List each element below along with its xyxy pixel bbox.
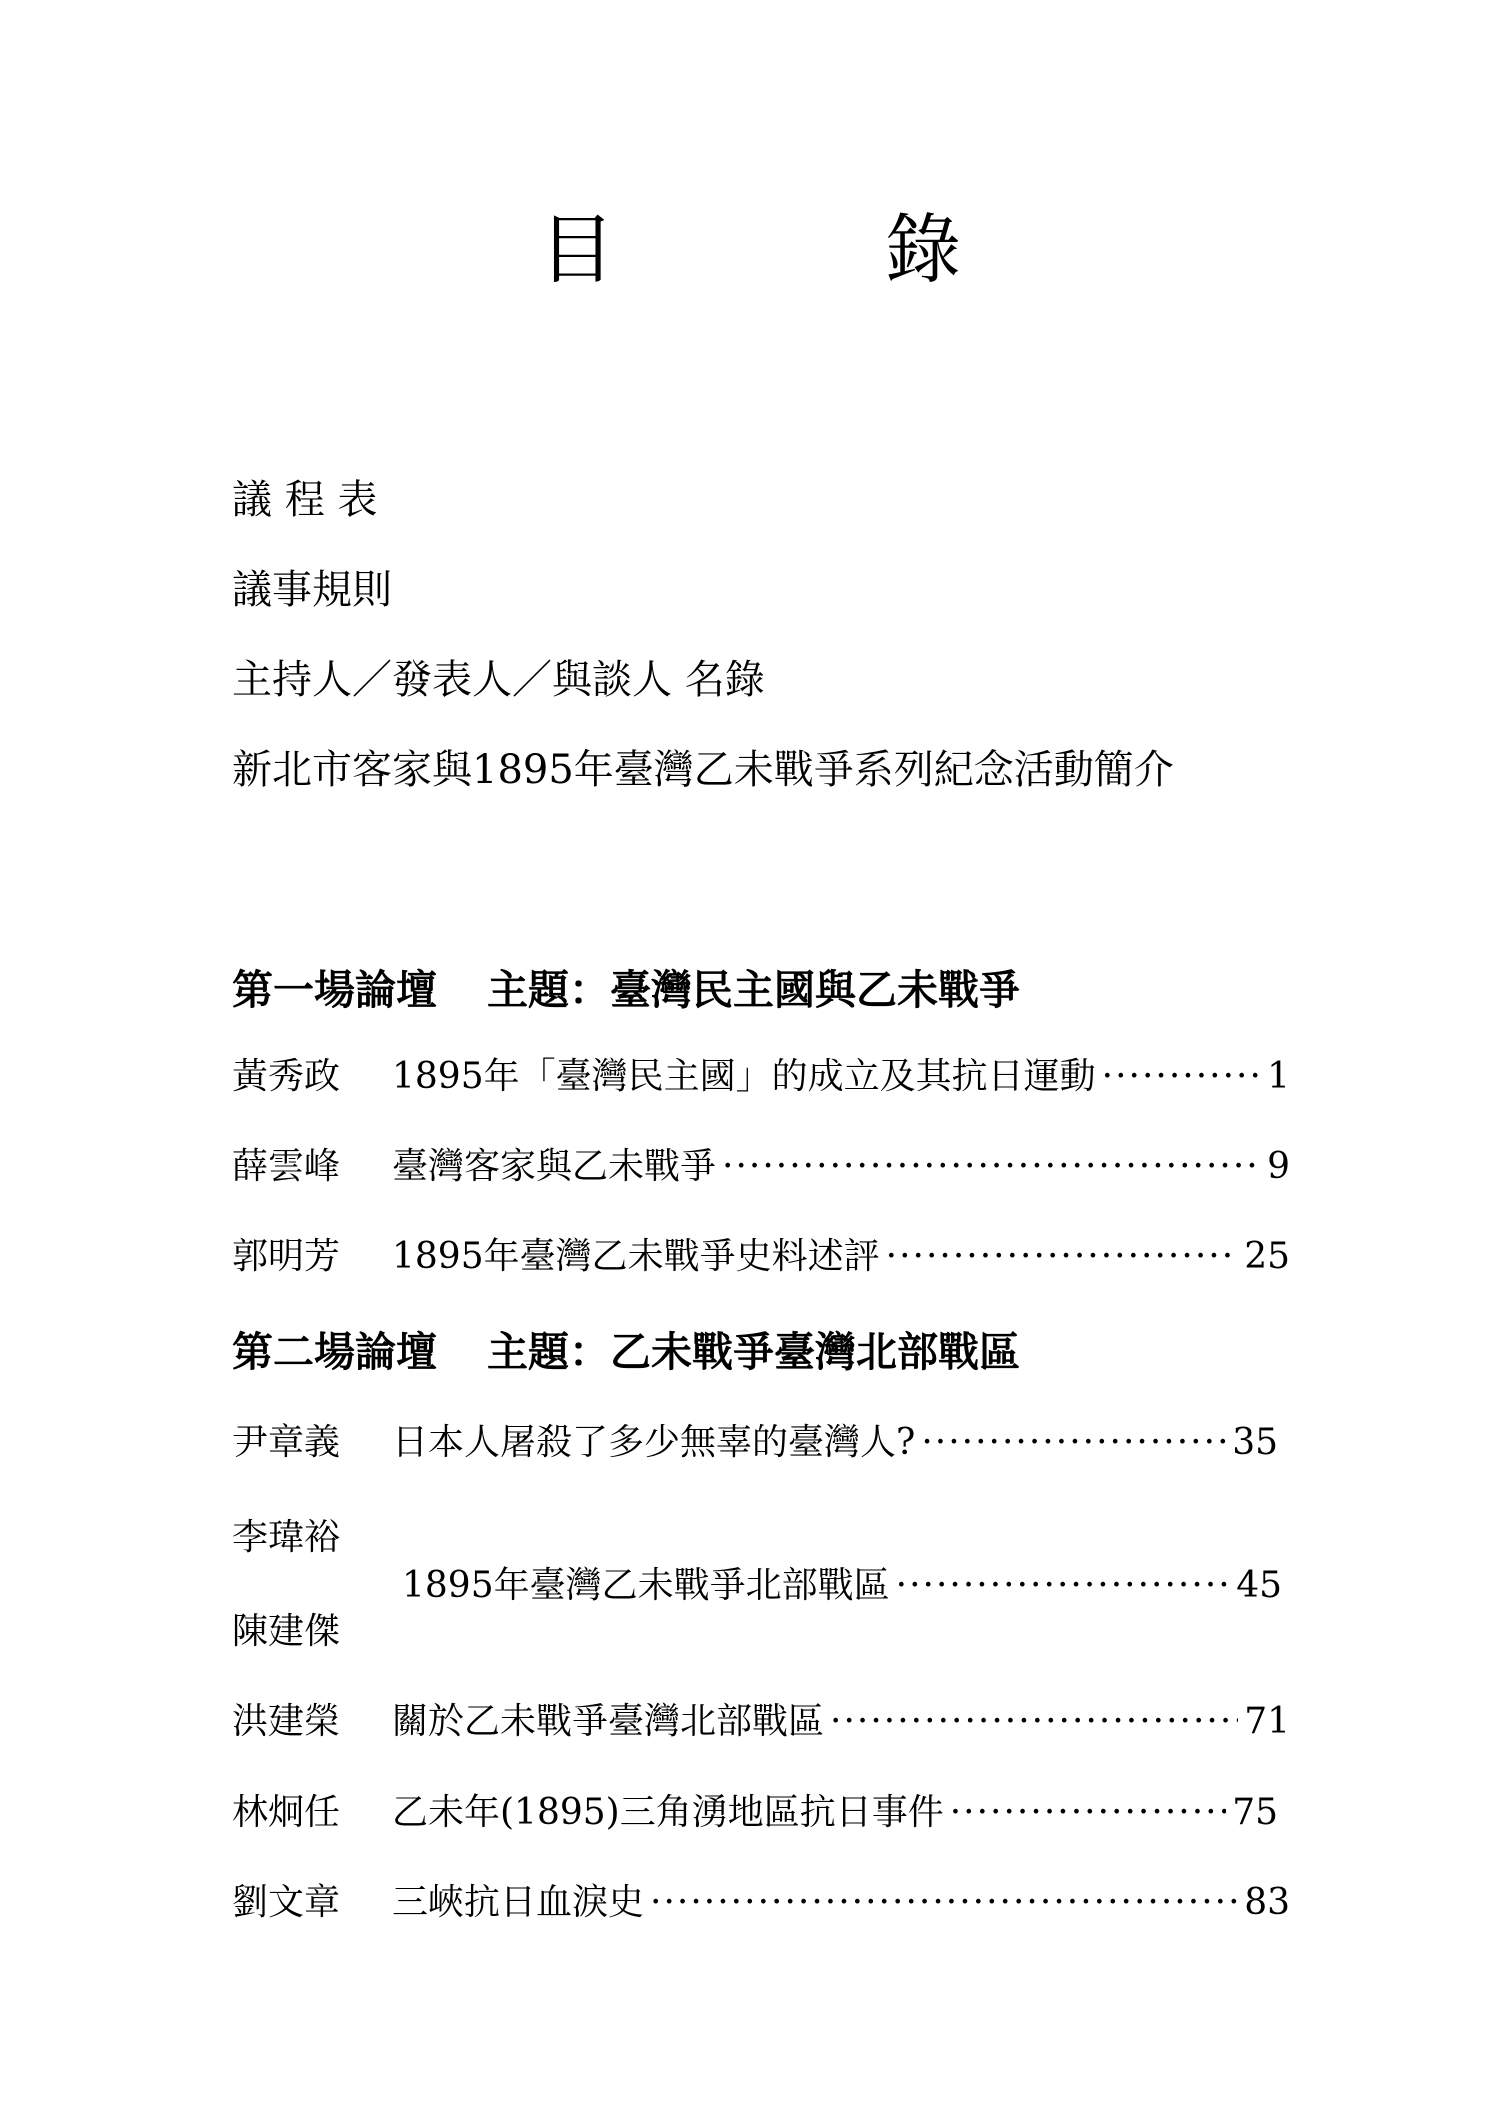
entry-author: 黃秀政 <box>232 1056 341 1097</box>
section-label: 第一場論壇 <box>232 966 437 1014</box>
entry-page: 45 <box>1236 1565 1282 1606</box>
toc-entry[interactable] <box>232 1692 1290 1752</box>
entry-page: 1 <box>1267 1056 1290 1097</box>
entry-title: 臺灣客家與乙未戰爭 <box>392 1146 717 1187</box>
entry-title: 1895年「臺灣民主國」的成立及其抗日運動 <box>392 1056 1096 1097</box>
toc-entry[interactable] <box>232 1783 1290 1843</box>
section-heading-1 <box>232 960 1020 1020</box>
entry-title: 日本人屠殺了多少無辜的臺灣人? <box>392 1422 916 1463</box>
entry-page: 75 <box>1232 1792 1278 1833</box>
entry-title: 三峽抗日血淚史 <box>392 1882 645 1923</box>
dot-leader <box>650 1873 1238 1933</box>
section-heading-2 <box>232 1322 1020 1382</box>
toc-entry[interactable] <box>232 1413 1290 1473</box>
entry-title: 關於乙未戰爭臺灣北部戰區 <box>392 1701 825 1742</box>
entry-author: 薛雲峰 <box>232 1146 341 1187</box>
toc-entry[interactable] <box>232 1873 1290 1933</box>
page-title <box>0 200 1500 300</box>
entry-author: 劉文章 <box>232 1882 341 1923</box>
dot-leader <box>896 1556 1231 1616</box>
section-label: 第二場論壇 <box>232 1328 437 1376</box>
toc-entry[interactable] <box>232 1137 1290 1197</box>
toc-entry[interactable] <box>232 1227 1290 1287</box>
toc-entry[interactable] <box>232 1047 1290 1107</box>
dot-leader <box>1102 1047 1261 1107</box>
dot-leader <box>886 1227 1239 1287</box>
entry-page: 9 <box>1267 1146 1290 1187</box>
dot-leader <box>722 1137 1261 1197</box>
dot-leader <box>950 1783 1226 1843</box>
entry-coauthor: 陳建傑 <box>232 1611 341 1652</box>
front-item-intro[interactable]: 新北市客家與1895年臺灣乙未戰爭系列紀念活動簡介 <box>232 747 1174 793</box>
entry-page: 71 <box>1244 1701 1290 1742</box>
dot-leader <box>921 1413 1226 1473</box>
entry-title: 1895年臺灣乙未戰爭史料述評 <box>392 1236 880 1277</box>
title-char-1: 目 <box>539 205 615 294</box>
entry-author: 洪建榮 <box>232 1701 341 1742</box>
dot-leader <box>830 1692 1238 1752</box>
entry-title: 乙未年(1895)三角湧地區抗日事件 <box>392 1792 944 1833</box>
front-item-agenda[interactable]: 議 程 表 <box>232 477 378 523</box>
section-theme: 主題：乙未戰爭臺灣北部戰區 <box>487 1328 1020 1376</box>
front-item-roster[interactable]: 主持人／發表人／與談人 名錄 <box>232 657 765 703</box>
entry-page: 25 <box>1244 1236 1290 1277</box>
entry-page: 35 <box>1232 1422 1278 1463</box>
entry-page: 83 <box>1244 1882 1290 1923</box>
entry-author: 尹章義 <box>232 1422 341 1463</box>
front-matter-list <box>232 470 1342 830</box>
entry-title: 1895年臺灣乙未戰爭北部戰區 <box>402 1565 890 1606</box>
section-theme: 主題：臺灣民主國與乙未戰爭 <box>487 966 1020 1014</box>
toc-entry[interactable] <box>232 1556 1290 1616</box>
entry-author: 林炯任 <box>232 1792 341 1833</box>
entry-author: 郭明芳 <box>232 1236 341 1277</box>
entry-author: 李瑋裕 <box>232 1517 341 1558</box>
front-item-rules[interactable]: 議事規則 <box>232 567 392 613</box>
title-char-2: 錄 <box>885 205 961 294</box>
